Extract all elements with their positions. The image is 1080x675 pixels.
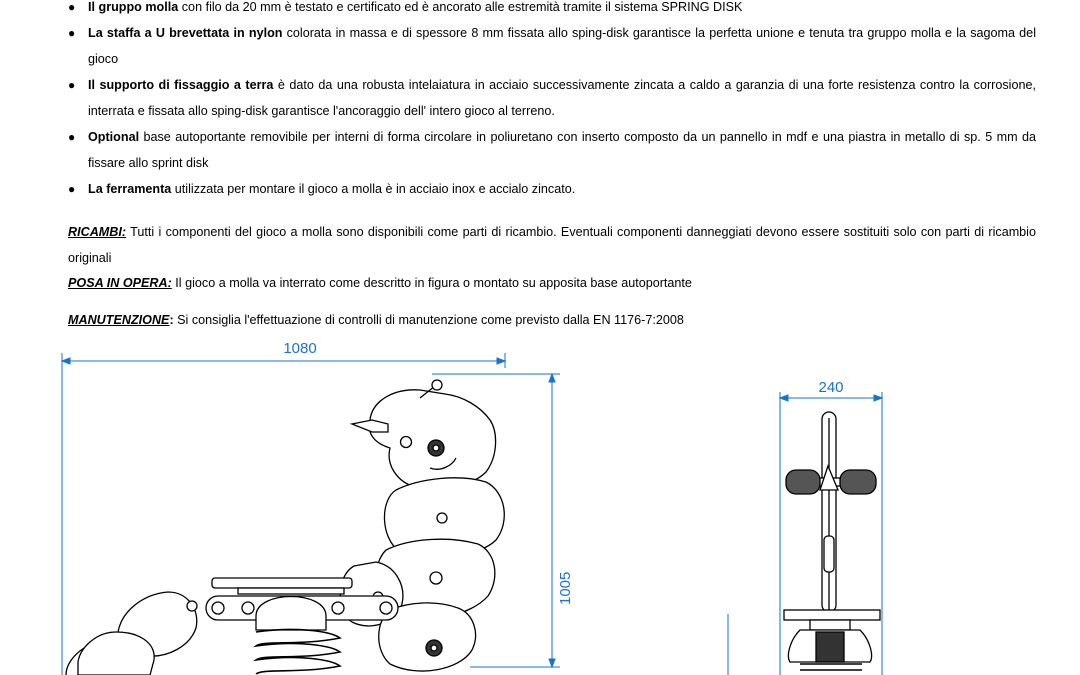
handle-grip-right: [840, 470, 876, 494]
side-spring: [800, 664, 862, 670]
item-text: è dato da una robusta intelaiatura in acciaio successivamente zincata a caldo a garanzia di una forte resistenza contro la corrosione, interrata e fissata allo sping-disk garantisce l'ancoraggio dell' intero gioco al terreno.: [88, 78, 1036, 118]
caterpillar-front-view: [66, 380, 504, 675]
item-title: La staffa a U brevettata in nylon: [88, 26, 283, 40]
height-label: 1005: [557, 571, 574, 605]
side-seat: [784, 610, 880, 620]
ricambi-label: RICAMBI:: [68, 225, 127, 239]
ricambi-section: [68, 219, 1036, 271]
item-title: Optional: [88, 130, 140, 144]
caterpillar-head: [369, 390, 495, 488]
item-title: Il supporto di fissaggio a terra: [88, 78, 274, 92]
list-item: [68, 0, 1036, 20]
list-item: [68, 176, 1036, 202]
bullet-icon: ●: [68, 78, 76, 92]
item-text: base autoportante removibile per interni di forma circolare in poliuretano con inserto composto da un pannello in mdf e una piastra in metallo di sp. 5 mm da fissare allo sprint disk: [88, 130, 1036, 170]
handle-grip-left: [786, 470, 820, 494]
item-text: con filo da 20 mm è testato e certificato ed è ancorato alle estremità tramite il sistema SPRING DISK: [178, 0, 743, 14]
spring-coils: [256, 630, 340, 674]
side-view: [784, 412, 880, 670]
bullet-icon: ●: [68, 26, 76, 40]
technical-drawing: [0, 340, 1080, 675]
item-title: La ferramenta: [88, 182, 172, 196]
feature-list: [68, 0, 1036, 202]
posa-section: [68, 270, 1036, 296]
manutenzione-section: [68, 307, 1036, 333]
list-item: [68, 20, 1036, 72]
width-label: 1080: [283, 340, 317, 357]
manutenzione-text: Si consiglia l'effettuazione di controlli di manutenzione come previsto dalla EN 1176-7:2008: [173, 313, 684, 327]
posa-text: Il gioco a molla va interrato come descritto in figura o montato su apposita base autoportante: [171, 276, 692, 290]
posa-label: POSA IN OPERA:: [68, 276, 172, 290]
ricambi-text: Tutti i componenti del gioco a molla sono disponibili come parti di ricambio. Eventuali componenti danneggiati devono essere sostituiti solo con parti di ricambio originali: [68, 225, 1036, 265]
list-item: [68, 72, 1036, 124]
bullet-icon: ●: [68, 0, 76, 14]
item-text: utilizzata per montare il gioco a molla è in acciaio inox e accialo zincato.: [171, 182, 576, 196]
caterpillar-segment: [78, 632, 154, 675]
bullet-icon: ●: [68, 130, 76, 144]
depth-label: 240: [818, 379, 844, 396]
manutenzione-colon: :: [169, 313, 174, 327]
seat-plank: [212, 578, 352, 588]
manutenzione-label: MANUTENZIONE: [68, 313, 170, 327]
item-title: Il gruppo molla: [88, 0, 179, 14]
bullet-icon: ●: [68, 182, 76, 196]
list-item: [68, 124, 1036, 176]
item-text: colorata in massa e di spessore 8 mm fissata allo sping-disk garantisce la perfetta unione e tenuta tra gruppo molla e la sagoma del gioco: [88, 26, 1036, 66]
